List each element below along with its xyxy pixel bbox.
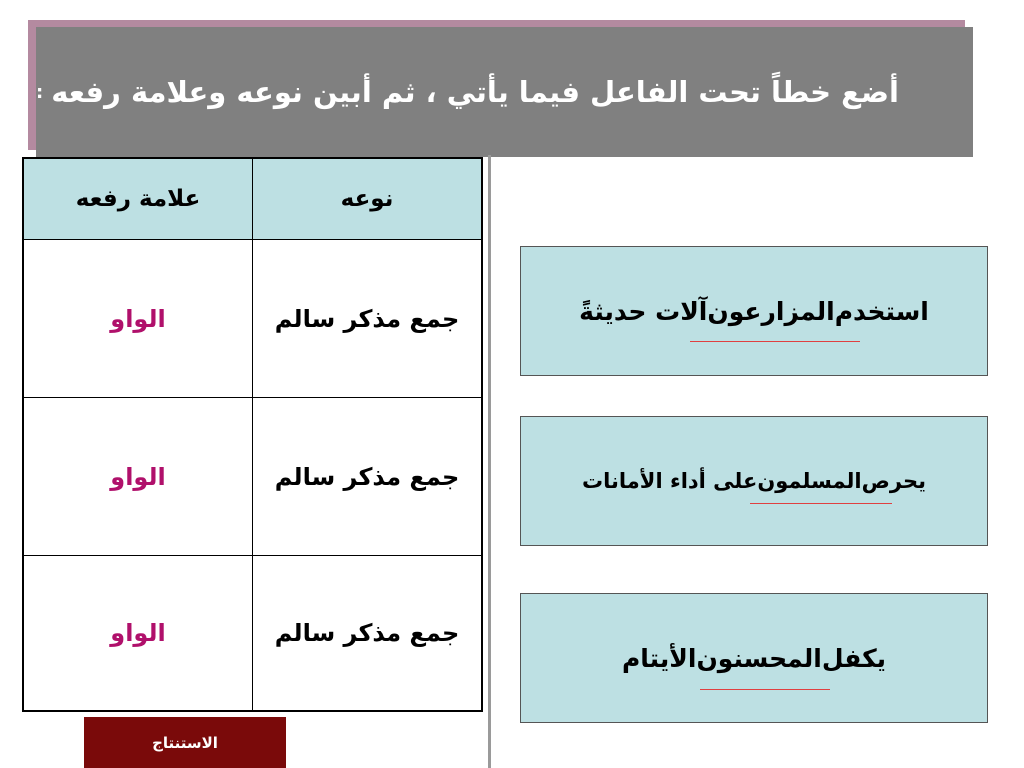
table-row-divider [24, 555, 481, 556]
title-text: أضع خطاً تحت الفاعل فيما يأتي ، ثم أبين نوعه وعلامة رفعه [51, 75, 899, 109]
table-row-divider [24, 397, 481, 398]
sentence-2-subject: المسلمون [757, 469, 862, 493]
sentence-box-3 [520, 593, 988, 723]
row-2-mark: الواو [110, 462, 166, 491]
vertical-divider [488, 155, 491, 768]
page-title [36, 27, 973, 157]
sentence-3-after: الأيتام [621, 643, 697, 673]
header-mark: علامة رفعه [24, 159, 252, 239]
sentence-box-1 [520, 246, 988, 376]
answer-table [22, 157, 483, 712]
row-3-type: جمع مذكر سالم [274, 619, 460, 647]
sentence-box-2 [520, 416, 988, 546]
subject-underline-1 [690, 341, 860, 342]
sentence-3-before: يكفل [821, 643, 887, 673]
conclusion-button[interactable]: الاستنتاج [84, 717, 286, 768]
row-1-type: جمع مذكر سالم [274, 304, 460, 333]
subject-underline-2 [750, 503, 892, 504]
row-3-mark: الواو [110, 619, 166, 647]
sentence-1-before: استخدم [834, 296, 929, 326]
sentence-2-after: على أداء الأمانات [582, 469, 758, 493]
sentence-1-subject: المزارعون [707, 296, 835, 326]
sentence-3-subject: المحسنون [696, 643, 822, 673]
table-column-divider [252, 159, 253, 710]
subject-underline-3 [700, 689, 830, 690]
sentence-1-after: آلات حديثةً [579, 296, 708, 326]
row-1-mark: الواو [110, 304, 166, 333]
row-2-type: جمع مذكر سالم [274, 462, 460, 491]
title-colon: : [36, 81, 44, 103]
header-type: نوعه [253, 159, 481, 239]
table-row-divider [24, 239, 481, 240]
sentence-2-before: يحرص [861, 469, 926, 493]
